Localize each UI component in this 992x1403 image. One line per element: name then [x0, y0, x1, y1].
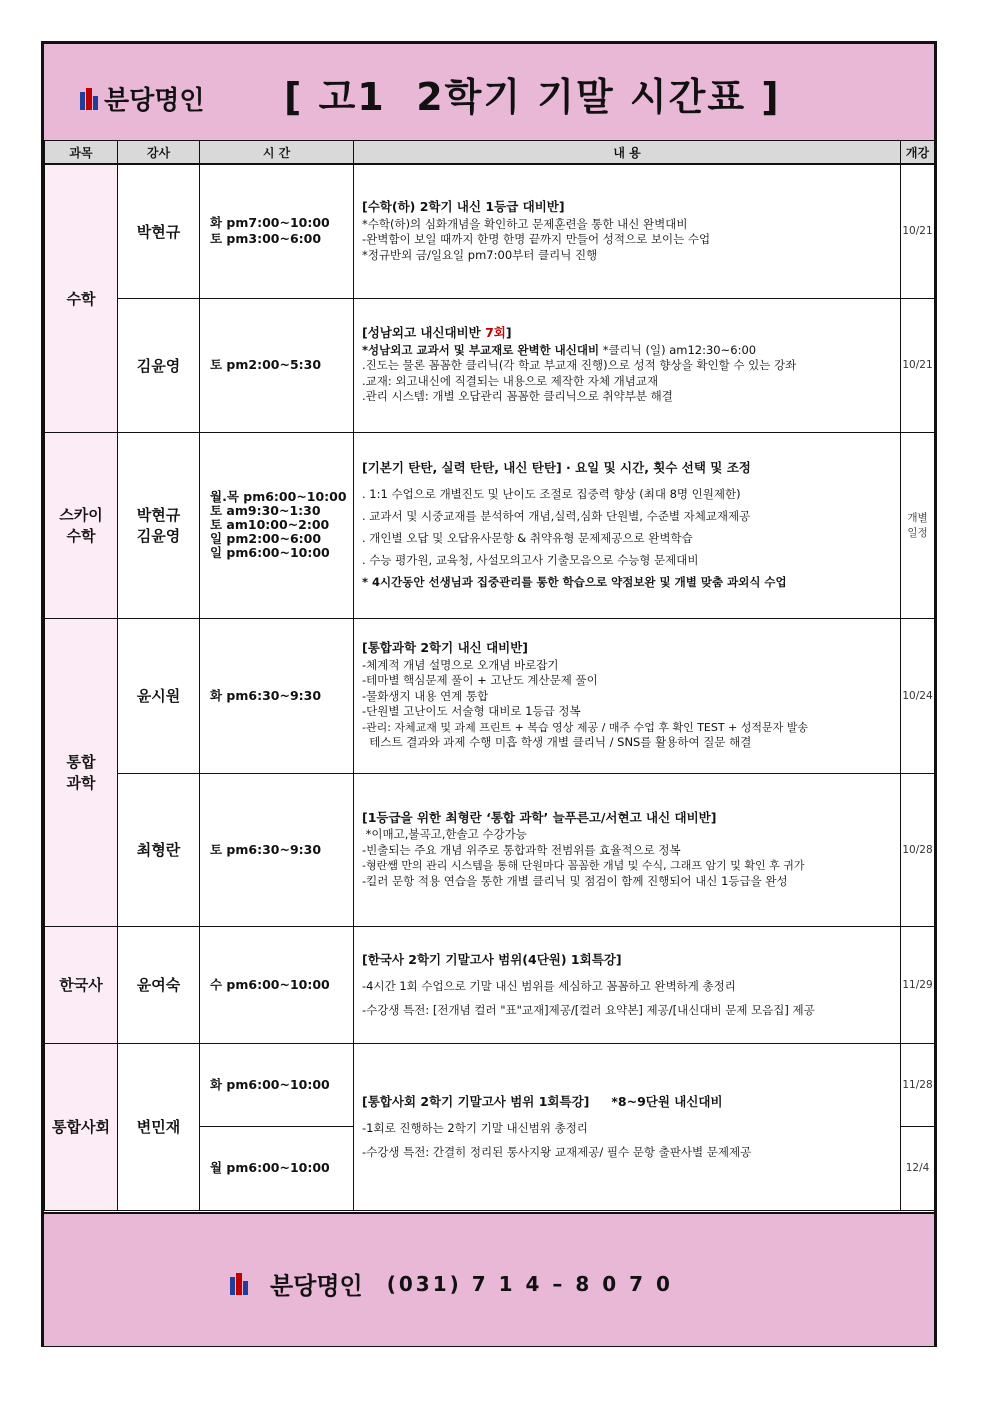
- subject-cell: 수학: [45, 164, 118, 432]
- subject-line: 스카이: [59, 506, 103, 524]
- course-title: [수학(하) 2학기 내신 1등급 대비반]: [362, 199, 565, 215]
- course-title: [한국사 2학기 기말고사 범위(4단원) 1회특강]: [362, 951, 622, 967]
- time-line: 수 pm6:00~10:00: [210, 976, 330, 992]
- content-line: *이매고,불곡고,한솔고 수강가능: [362, 827, 527, 842]
- time-line: 일 pm6:00~10:00: [210, 545, 330, 560]
- content-line: -물화생지 내용 연계 통합: [362, 688, 489, 703]
- time-line: 화 pm6:00~10:00: [210, 1076, 330, 1092]
- col-open: 개강: [901, 141, 935, 165]
- content-line: -빈출되는 주요 개념 위주로 통합과학 전범위를 효율적으로 정복: [362, 842, 681, 857]
- timetable-sheet: [41, 41, 937, 1347]
- time-line: 화 pm6:30~9:30: [210, 687, 322, 703]
- open-date: 11/29: [901, 926, 935, 1043]
- content-line: -형란쌤 만의 관리 시스템을 통해 단원마다 꼼꼼한 개념 및 수식, 그래프 암기 및 확인 후 귀가: [362, 859, 805, 873]
- teacher-cell: 윤여숙: [118, 926, 200, 1043]
- time-cell: [200, 1043, 354, 1210]
- time-line: 일 pm2:00~6:00: [210, 531, 322, 546]
- teacher-cell: 김윤영: [118, 298, 200, 432]
- time-line: 토 pm6:30~9:30: [210, 841, 322, 857]
- time-line: 토 pm3:00~6:00: [210, 231, 322, 247]
- page-title: [ 고1 2학기 기말 시간표 ]: [284, 75, 781, 119]
- time-cell: [200, 618, 354, 773]
- header-logo: [80, 80, 204, 117]
- content-line: . 1:1 수업으로 개별진도 및 난이도 조절로 집중력 향상 (최대 8명 인원제한): [362, 487, 741, 501]
- time-cell: [200, 298, 354, 432]
- open-date-b: 12/4: [901, 1126, 934, 1210]
- column-header-row: [45, 141, 935, 165]
- content-line: -관리: 자체교재 및 과제 프린트 + 복습 영상 제공 / 매주 수업 후 확인 TEST + 성적문자 발송: [362, 720, 809, 734]
- content-line-bold: *성남외고 교과서 및 부교재로 완벽한 내신대비: [362, 342, 600, 357]
- course-title: [기본기 탄탄, 실력 탄탄, 내신 탄탄] · 요일 및 시간, 횟수 선택 및 조정: [362, 460, 751, 475]
- footer-banner: [44, 1212, 934, 1346]
- content-line: .관리 시스템: 개별 오답관리 꼼꼼한 클리닉으로 취약부분 해결: [362, 389, 673, 404]
- course-title: [통합과학 2학기 내신 대비반]: [362, 640, 529, 656]
- col-subject: 과목: [45, 141, 118, 165]
- content-cell: [354, 164, 901, 298]
- table-row: [45, 618, 935, 773]
- course-note: *8~9단원 내신대비: [611, 1093, 723, 1109]
- subject-cell: 한국사: [45, 926, 118, 1043]
- content-line: -완벽함이 보일 때까지 한명 한명 끝까지 만들어 성적으로 보이는 수업: [362, 232, 711, 247]
- time-slot: [200, 1126, 353, 1210]
- table-row: [45, 432, 935, 618]
- open-date: [901, 1043, 935, 1210]
- course-title: [1등급을 위한 최형란 ‘통합 과학’ 늘푸른고/서현고 내신 대비반]: [362, 809, 717, 825]
- schedule-table: [44, 140, 935, 1211]
- time-cell: [200, 773, 354, 926]
- content-cell: [354, 618, 901, 773]
- col-teacher: 강사: [118, 141, 200, 165]
- open-line: 일정: [907, 527, 928, 539]
- course-title-text: [성남외고 내신대비반: [362, 325, 486, 341]
- content-line: -체계적 개념 설명으로 오개념 바로잡기: [362, 657, 559, 672]
- open-date: 10/21: [901, 298, 935, 432]
- content-line: -킬러 문항 적용 연습을 통한 개별 클리닉 및 점검이 함께 진행되어 내신 1등급을 완성: [362, 873, 788, 888]
- time-line: 화 pm7:00~10:00: [210, 215, 330, 231]
- teacher-cell: 윤시원: [118, 618, 200, 773]
- teacher-line: 김윤영: [136, 527, 181, 545]
- teacher-cell: [118, 432, 200, 618]
- teacher-cell: 변민재: [118, 1043, 200, 1210]
- content-line: *수학(하)의 심화개념을 확인하고 문제훈련을 통한 내신 완벽대비: [362, 216, 688, 231]
- content-line: -단원별 고난이도 서술형 대비로 1등급 정복: [362, 704, 581, 719]
- content-line: *정규반외 금/일요일 pm7:00부터 클리닉 진행: [362, 247, 598, 262]
- content-line: -1회로 진행하는 2학기 기말 내신범위 총정리: [362, 1120, 588, 1135]
- session-count: 7회: [485, 325, 506, 341]
- content-line: . 개인별 오답 및 오답유사문항 & 취약유형 문제제공으로 완벽학습: [362, 531, 693, 545]
- content-line: 테스트 결과와 과제 수행 미흡 학생 개별 클리닉 / SNS를 활용하여 질문 해결: [362, 735, 752, 750]
- table-row: [45, 926, 935, 1043]
- subject-line: 과학: [66, 774, 96, 792]
- content-cell: [354, 432, 901, 618]
- time-line: 월.목 pm6:00~10:00: [210, 489, 347, 504]
- table-row: [45, 1043, 935, 1210]
- course-title-close: ]: [505, 325, 512, 341]
- teacher-line: 박현규: [136, 506, 181, 524]
- footer-brand-name: 분당명인: [270, 1272, 363, 1300]
- time-cell: [200, 432, 354, 618]
- open-line: 개별: [907, 512, 928, 524]
- content-line: -4시간 1회 수업으로 기말 내신 범위를 세심하고 꼼꼼하고 완벽하게 총정리: [362, 978, 736, 993]
- open-date: 10/28: [901, 773, 935, 926]
- brand-logo-icon: [230, 1273, 248, 1295]
- content-cell: [354, 1043, 901, 1210]
- time-line: 토 pm2:00~5:30: [210, 357, 322, 372]
- subject-line: 수학: [66, 527, 96, 545]
- header-banner: [44, 44, 934, 142]
- open-date: 10/21: [901, 164, 935, 298]
- time-slot: [200, 1044, 353, 1126]
- subject-cell: [45, 618, 118, 926]
- time-line: 토 am9:30~1:30: [210, 503, 321, 518]
- course-title-text: [통합사회 2학기 기말고사 범위 1회특강]: [362, 1093, 590, 1109]
- open-date: [901, 432, 935, 618]
- time-cell: [200, 164, 354, 298]
- col-content: 내 용: [354, 141, 901, 165]
- subject-cell: 통합사회: [45, 1043, 118, 1210]
- subject-line: 통합: [66, 753, 96, 771]
- content-line: .교재: 외고내신에 직결되는 내용으로 제작한 자체 개념교재: [362, 373, 659, 388]
- time-line: 월 pm6:00~10:00: [210, 1160, 330, 1175]
- content-line: .진도는 물론 꼼꼼한 클리닉(각 학교 부교재 진행)으로 성적 향상을 확인할 수 있는 강좌: [362, 358, 797, 373]
- content-line: [362, 343, 894, 359]
- phone-number: (031) 7 1 4 – 8 0 7 0: [386, 1271, 673, 1296]
- table-row: [45, 164, 935, 298]
- brand-logo-icon: [80, 88, 98, 110]
- table-row: [45, 298, 935, 432]
- content-cell: [354, 298, 901, 432]
- subject-cell: [45, 432, 118, 618]
- teacher-cell: 최형란: [118, 773, 200, 926]
- col-time: 시 간: [200, 141, 354, 165]
- open-date: 10/24: [901, 618, 935, 773]
- course-title: [362, 325, 894, 341]
- content-line: . 수능 평가원, 교육청, 사설모의고사 기출모음으로 수능형 문제대비: [362, 553, 699, 567]
- content-line: -수강생 특전: [전개념 컬러 "표"교재]제공/[컬러 요약본] 제공/[내신대비 문제 모음집] 제공: [362, 1002, 815, 1017]
- teacher-cell: 박현규: [118, 164, 200, 298]
- content-cell: [354, 926, 901, 1043]
- content-line: -수강생 특전: 간결히 정리된 통사지왕 교재제공/ 필수 문항 출판사별 문제제공: [362, 1144, 752, 1159]
- header-brand-name: 분당명인: [104, 86, 205, 116]
- content-line: -테마별 핵심문제 풀이 + 고난도 계산문제 풀이: [362, 673, 598, 688]
- course-title: [362, 1090, 894, 1114]
- footer-logo: [230, 1266, 673, 1301]
- clinic-note: *클리닉 (일) am12:30~6:00: [599, 342, 757, 357]
- table-row: [45, 773, 935, 926]
- content-line: . 교과서 및 시중교재를 분석하여 개념,실력,심화 단원별, 수준별 자체교재제공: [362, 509, 751, 523]
- time-line: 토 am10:00~2:00: [210, 517, 330, 532]
- time-cell: [200, 926, 354, 1043]
- content-line-bold: * 4시간동안 선생님과 집중관리를 통한 학습으로 약점보완 및 개별 맞춤 과외식 수업: [362, 575, 787, 589]
- open-date-a: 11/28: [902, 1078, 933, 1091]
- content-cell: [354, 773, 901, 926]
